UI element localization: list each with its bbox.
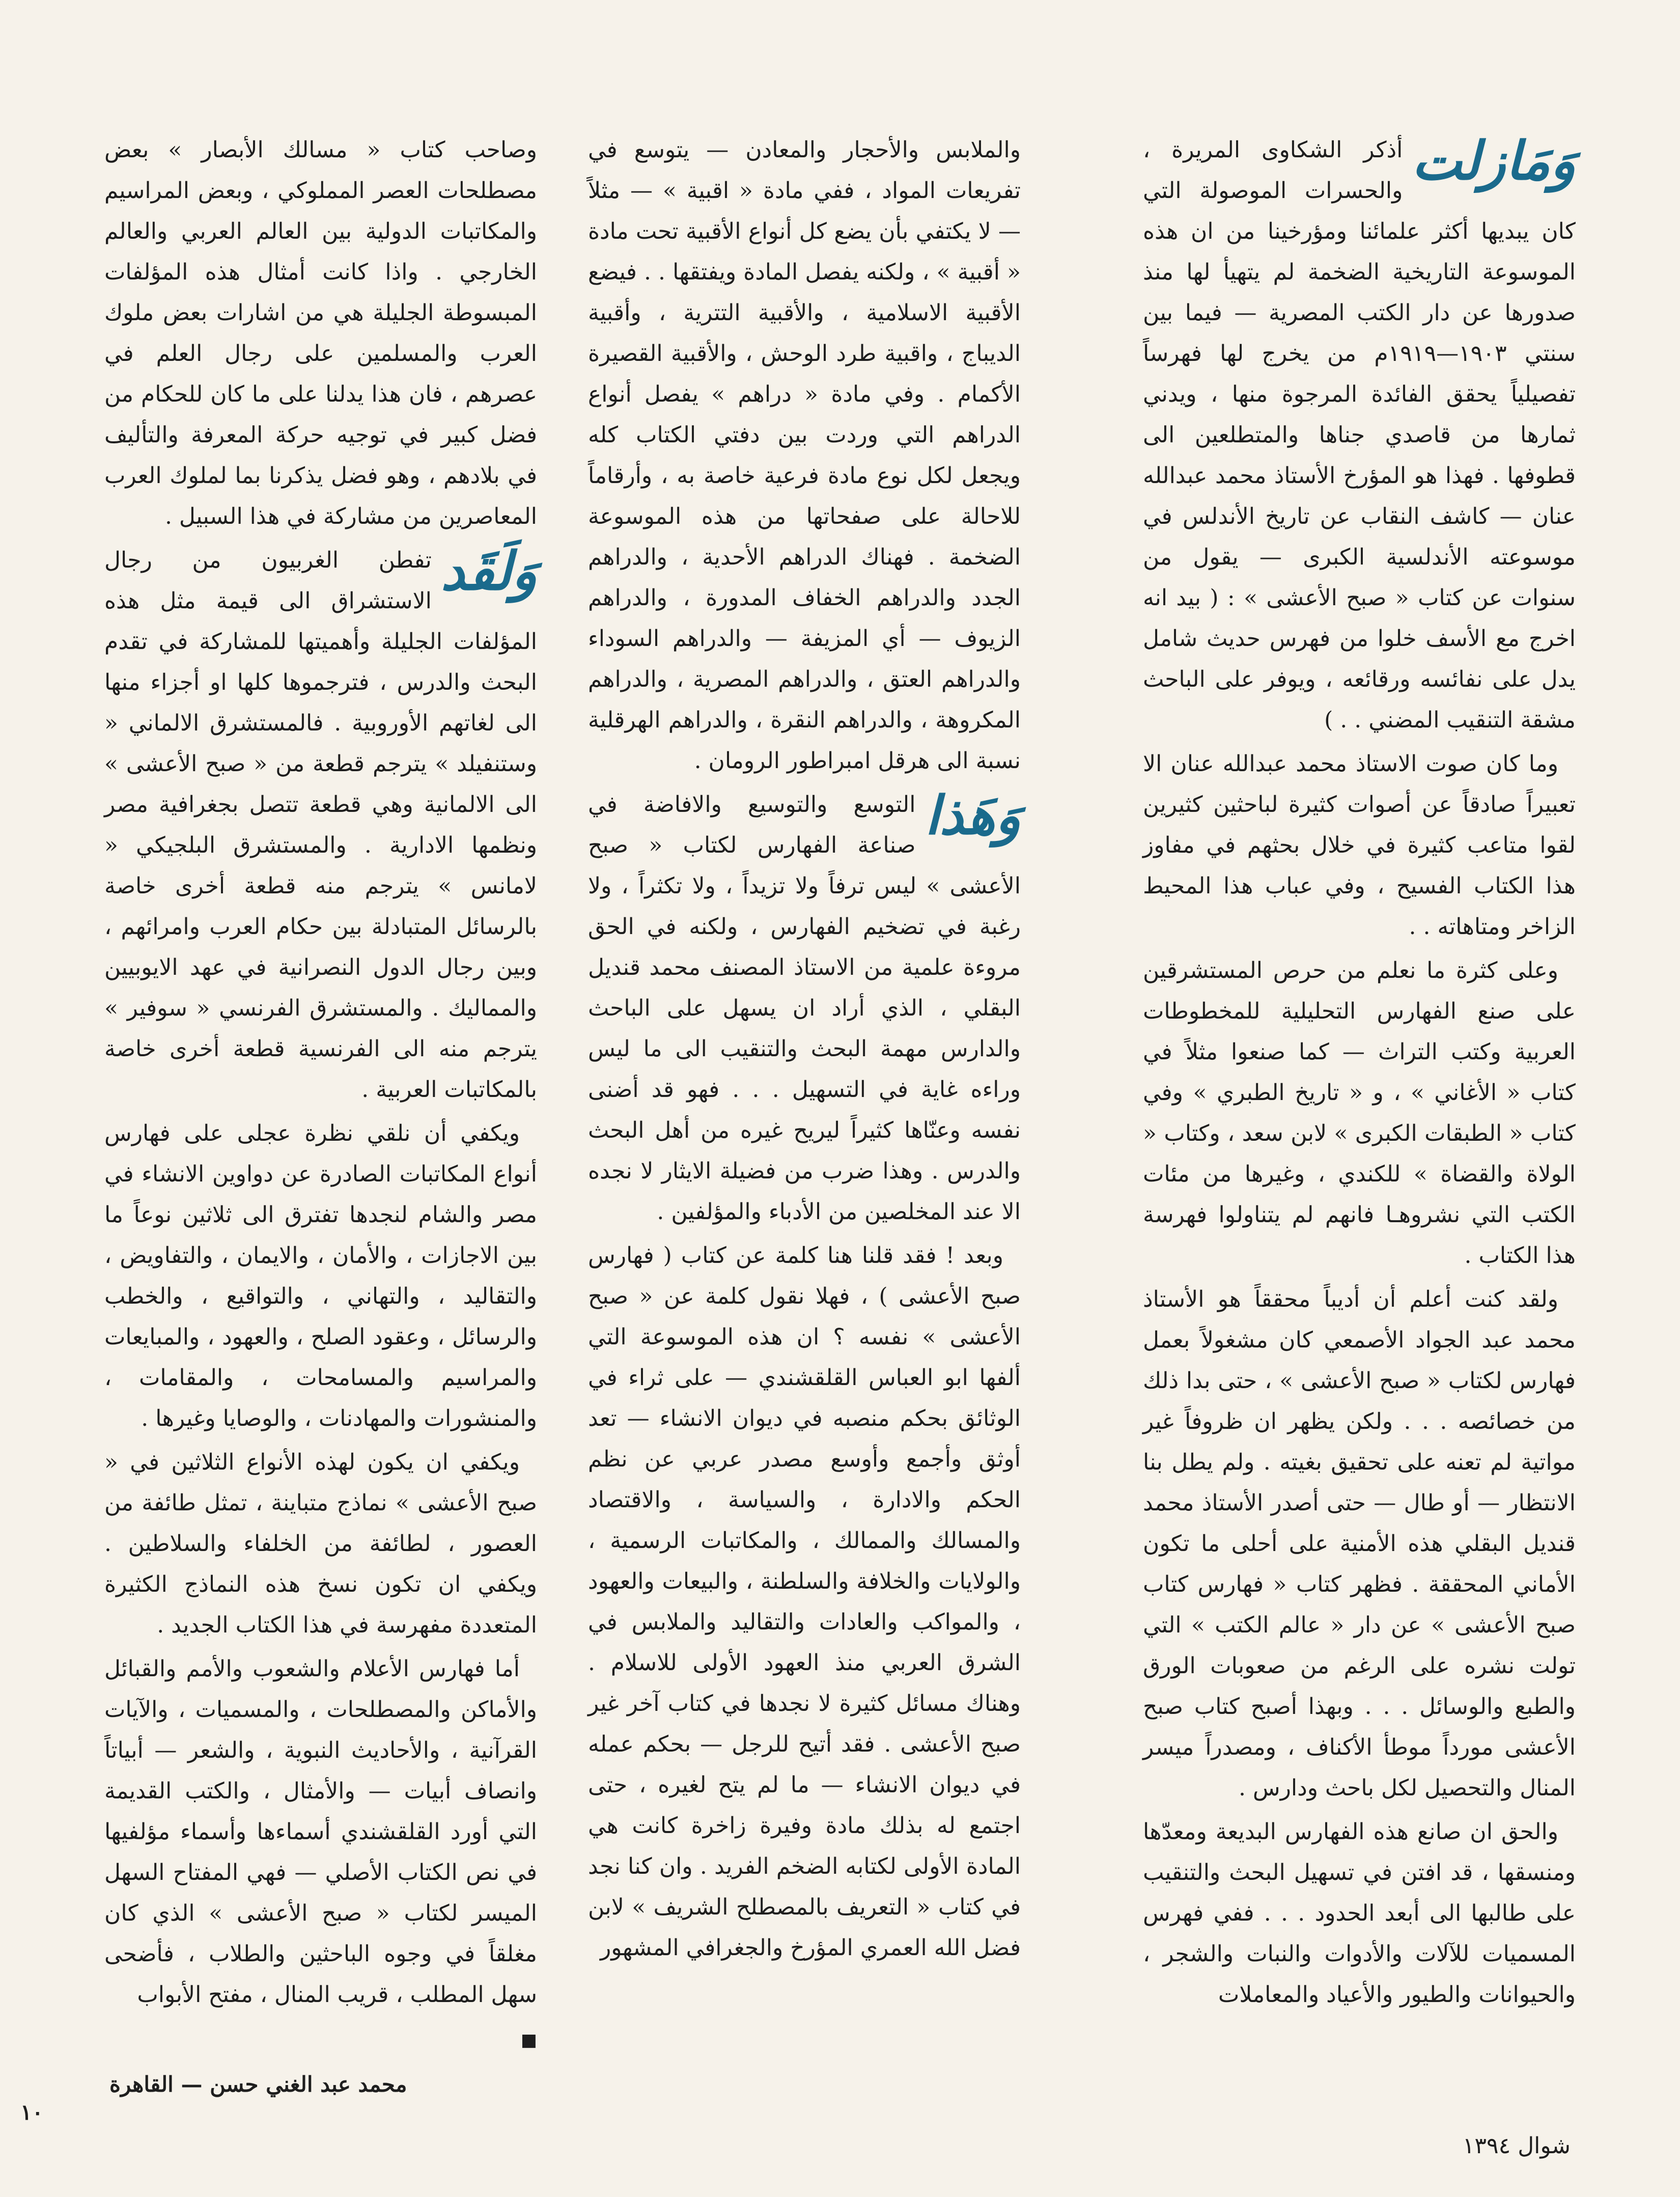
paragraph: ولقد كنت أعلم أن أديباً محققاً هو الأستاذ محمد عبد الجواد الأصمعي كان مشغولاً بعمل فهارس لكتاب « صبح الأعشى » ، حتى بدا ذلك من خصائصه . . . ولكن يظهر ان ظروفاً غير مواتية لم تعنه على تحقيق بغيته . ولم يطل بنا الانتظار — أو طال — حتى أصدر الأستاذ محمد قنديل البقلي هذه الأمنية على أحلى ما تكون الأماني المحققة . فظهر كتاب « فهارس كتاب صبح الأعشى » عن دار « عالم الكتب » التي تولت نشره على الرغم من صعوبات الورق والطبع والوسائل . . . وبهذا أصبح كتاب صبح الأعشى مورداً موطأ الأكناف ، ومصدراً ميسر المنال والتحصيل لكل باحث ودارس . — [1143, 1286, 1576, 1801]
paragraph: والملابس والأحجار والمعادن — يتوسع في تفريعات المواد ، ففي مادة « اقبية » — مثلاً — لا يكتفي بأن يضع كل أنواع الأقبية تحت مادة « أقبية » ، ولكنه يفصل المادة ويفتقها . . فيضع الأقبية الاسلامية ، والأقبية التترية ، وأقبية الديباج ، واقبية طرد الوحش ، والأقبية القصيرة الأكمام . وفي مادة « دراهم » يفصل أنواع الدراهم التي وردت بين دفتي الكتاب كله ويجعل لكل نوع مادة فرعية خاصة به ، وأرقاماً للاحالة على صفحاتها من هذه الموسوعة الضخمة . فهناك الدراهم الأحدية ، والدراهم الجدد والدراهم الخفاف المدورة ، والدراهم الزيوف — أي المزيفة — والدراهم السوداء والدراهم العتق ، والدراهم المصرية ، والدراهم المكروهة ، والدراهم النقرة ، والدراهم الهرقلية نسبة الى هرقل امبراطور الرومان . — [588, 137, 1021, 774]
lead-word-3: وَلَقَد — [440, 540, 537, 602]
paragraph: وبعد ! فقد قلنا هنا كلمة عن كتاب ( فهارس صبح الأعشى ) ، فهلا نقول كلمة عن « صبح الأعشى » نفسه ؟ ان هذه الموسوعة التي ألفها ابو العباس القلقشندي — على ثراء في الوثائق بحكم منصبه في ديوان الانشاء — تعد أوثق وأجمع وأوسع مصدر عربي عن نظم الحكم والادارة ، والسياسة ، والاقتصاد والمسالك والممالك ، والمكاتبات الرسمية ، والولايات والخلافة والسلطنة ، والبيعات والعهود ، والمواكب والعادات والتقاليد والملابس في الشرق العربي منذ العهود الأولى للاسلام . وهناك مسائل كثيرة لا نجدها في كتاب آخر غير صبح الأعشى . فقد أتيح للرجل — بحكم عمله في ديوان الانشاء — ما لم يتح لغيره ، حتى اجتمع له بذلك مادة وفيرة زاخرة كانت هي المادة الأولى لكتابه الضخم الفريد . وان كنا نجد في كتاب « التعريف بالمصطلح الشريف » لابن فضل الله العمري المؤرخ والجغرافي المشهور — [588, 1243, 1021, 1961]
paragraph: ويكفي أن نلقي نظرة عجلى على فهارس أنواع المكاتبات الصادرة عن دواوين الانشاء في مصر والشام لنجدها تفترق الى ثلاثين نوعاً ما بين الاجازات ، والأمان ، والايمان ، والتفاويض ، والتقاليد ، والتهاني ، والتواقيع ، والخطب والرسائل ، وعقود الصلح ، والعهود ، والمبايعات والمراسيم والمسامحات ، والمقامات ، والمنشورات والمهادنات ، والوصايا وغيرها . — [104, 1120, 537, 1431]
paragraph: وعلى كثرة ما نعلم من حرص المستشرقين على صنع الفهارس التحليلية للمخطوطات العربية وكتب التراث — كما صنعوا مثلاً في كتاب « الأغاني » ، و « تاريخ الطبري » وفي كتاب « الطبقات الكبرى » لابن سعد ، وكتاب « الولاة والقضاة » للكندي ، وغيرها من مئات الكتب التي نشروهـا فانهم لم يتناولوا فهرسة هذا الكتاب . — [1143, 957, 1576, 1269]
paragraph: أما فهارس الأعلام والشعوب والأمم والقبائل والأماكن والمصطلحات ، والمسميات ، والآيات القرآنية ، والأحاديث النبوية ، والشعر — أبياتاً وانصاف أبيات — والأمثال ، والكتب القديمة التي أورد القلقشندي أسماءها وأسماء مؤلفيها في نص الكتاب الأصلي — فهي المفتاح السهل الميسر لكتاب « صبح الأعشى » الذي كان مغلقاً في وجوه الباحثين والطلاب ، فأضحى سهل المطلب ، قريب المنال ، مفتح الأبواب — [104, 1656, 537, 2008]
article-column-right — [1143, 130, 1576, 2023]
page-number: ١٠ — [20, 2100, 44, 2125]
paragraph: ويكفي ان يكون لهذه الأنواع الثلاثين في « صبح الأعشى » نماذج متباينة ، تمثل طائفة من العصور ، لطائفة من الخلفاء والسلاطين . ويكفي ان تكون نسخ هذه النماذج الكثيرة المتعددة مفهرسة في هذا الكتاب الجديد . — [104, 1449, 537, 1638]
article-column-left — [104, 130, 537, 2050]
paragraph: أذكر الشكاوى المريرة ، والحسرات الموصولة التي كان يبديها أكثر علمائنا ومؤرخينا من ان هذه الموسوعة التاريخية الضخمة لم يتهيأ لها منذ صدورها عن دار الكتب المصرية — فيما بين سنتي ١٩٠٣—١٩١٩م من يخرج لها فهرساً تفصيلياً يحقق الفائدة المرجوة منها ، ويدني ثمارها من قاصدي جناها والمتطلعين الى قطوفها . فهذا هو المؤرخ الأستاذ محمد عبدالله عنان — كاشف النقاب عن تاريخ الأندلس في موسوعته الأندلسية الكبرى — يقول من سنوات عن كتاب « صبح الأعشى » : ( بيد انه اخرج مع الأسف خلوا من فهرس حديث شامل يدل على نفائسه ورقائعه ، ويوفر على الباحث مشقة التنقيب المضني . . ) — [1143, 137, 1576, 733]
issue-date: شوال ١٣٩٤ — [1462, 2133, 1571, 2159]
paragraph: التوسع والتوسيع والافاضة في صناعة الفهارس لكتاب « صبح الأعشى » ليس ترفاً ولا تزيداً ، ولا تكثراً ، ولا رغبة في تضخيم الفهارس ، ولكنه في الحق مروءة علمية من الاستاذ المصنف محمد قنديل البقلي ، الذي أراد ان يسهل على الباحث والدارس مهمة البحث والتنقيب الى ما ليس وراءه غاية في التسهيل . . . فهو قد أضنى نفسه وعنّاها كثيراً ليريح غيره من أهل البحث والدرس . وهذا ضرب من فضيلة الايثار لا نجده الا عند المخلصين من الأدباء والمؤلفين . — [588, 792, 1021, 1225]
author-byline: محمد عبد الغني حسن — القاهرة — [109, 2072, 407, 2097]
article-column-middle — [588, 130, 1021, 2023]
lead-word-1: وَمَازلت — [1412, 129, 1576, 192]
paragraph: وما كان صوت الاستاذ محمد عبدالله عنان الا تعبيراً صادقاً عن أصوات كثيرة لباحثين كثيرين لقوا متاعب كثيرة في خلال بحثهم في مفاوز هذا الكتاب الفسيح ، وفي عباب هذا المحيط الزاخر ومتاهاته . . — [1143, 751, 1576, 940]
paragraph: وصاحب كتاب « مسالك الأبصار » بعض مصطلحات العصر المملوكي ، وبعض المراسيم والمكاتبات الدولية بين العالم العربي والعالم الخارجي . واذا كانت أمثال هذه المؤلفات المبسوطة الجليلة هي من اشارات بعض ملوك العرب والمسلمين على رجال العلم في عصرهم ، فان هذا يدلنا على ما كان للحكام من فضل كبير في توجيه حركة المعرفة والتأليف في بلادهم ، وهو فضل يذكرنا بما لملوك العرب المعاصرين من مشاركة في هذا السبيل . — [104, 137, 537, 529]
lead-word-2: وَهَذا — [925, 784, 1021, 847]
end-mark-icon: ■ — [520, 2030, 537, 2050]
paragraph: والحق ان صانع هذه الفهارس البديعة ومعدّها ومنسقها ، قد افتن في تسهيل البحث والتنقيب على طالبها الى أبعد الحدود . . . ففي فهرس المسميات للآلات والأدوات والنبات والشجر ، والحيوانات والطيور والأعياد والمعاملات — [1143, 1819, 1576, 2008]
paragraph: تفطن الغربيون من رجال الاستشراق الى قيمة مثل هذه المؤلفات الجليلة وأهميتها للمشاركة في تقدم البحث والدرس ، فترجموها كلها او أجزاء منها الى لغاتهم الأوروبية . فالمستشرق الالماني « وستنفيلد » يترجم قطعة من « صبح الأعشى » الى الالمانية وهي قطعة تتصل بجغرافية مصر ونظمها الادارية . والمستشرق البلجيكي « لامانس » يترجم منه قطعة أخرى خاصة بالرسائل المتبادلة بين حكام العرب وامرائهم ، وبين رجال الدول النصرانية في عهد الايوبيين والمماليك . والمستشرق الفرنسي « سوفير » يترجم منه الى الفرنسية قطعة أخرى خاصة بالمكاتبات العربية . — [104, 547, 537, 1103]
